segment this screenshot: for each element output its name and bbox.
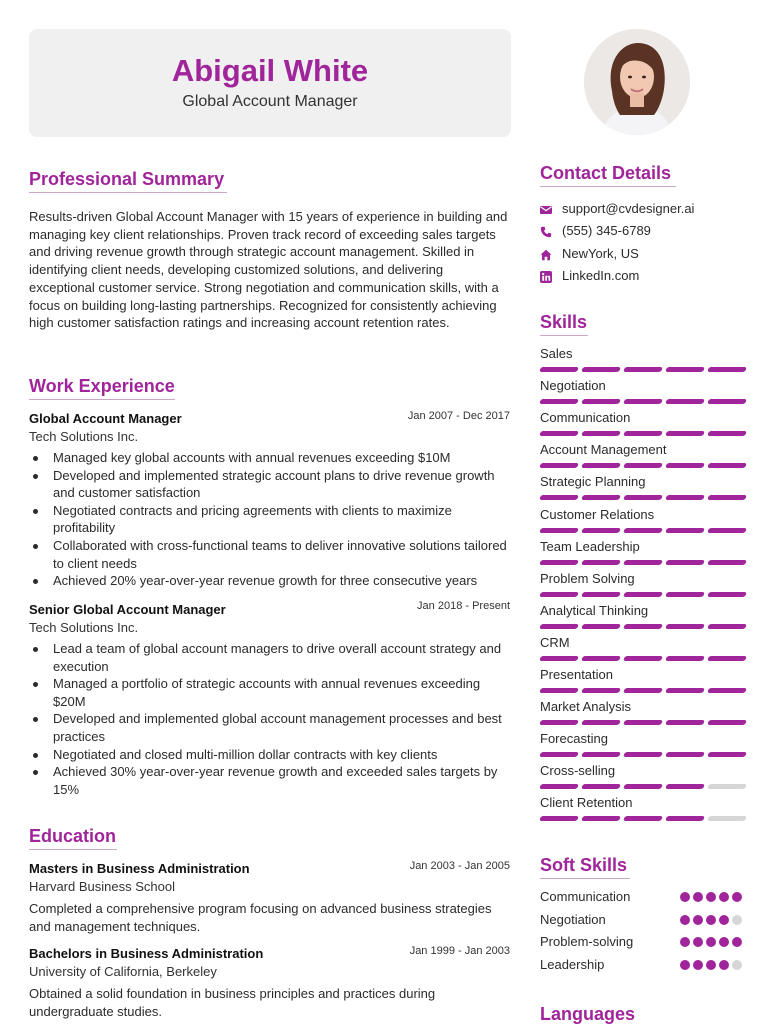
portrait-image [584,29,690,135]
skill-label: Strategic Planning [540,474,646,489]
degree-dates: Jan 2003 - Jan 2005 [409,860,510,872]
skill-level-segment [707,463,747,468]
linkedin-icon [540,270,552,282]
job-company: Tech Solutions Inc. [29,429,139,444]
skill-label: Account Management [540,442,667,457]
contact-phone[interactable] [540,222,651,239]
skill-level-bar [540,816,746,821]
skill-level-segment [623,495,663,500]
rating-dot [680,892,690,902]
skill-label: Analytical Thinking [540,603,649,618]
list-item: Collaborated with cross-functional teams to deliver innovative solutions tailored to client needs [29,537,513,572]
skill-level-segment [539,399,579,404]
rating-dot [719,960,729,970]
skill-level-segment [707,592,747,597]
languages-heading: Languages [540,1004,636,1024]
contact-divider [540,186,676,187]
skill-level-segment [581,688,621,693]
skill-level-segment [581,592,621,597]
list-item: Developed and implemented global account management processes and best practices [29,710,513,745]
skill-level-segment [665,560,705,565]
rating-dot [680,915,690,925]
skills-divider [540,335,588,336]
skill-level-bar [540,784,746,789]
skill-level-bar [540,688,746,693]
skill-level-segment [665,431,705,436]
phone-icon [540,225,552,237]
list-item: Achieved 20% year-over-year revenue growth for three consecutive years [29,572,513,590]
skill-label: Client Retention [540,795,633,810]
skill-label: Sales [540,346,573,361]
skill-level-segment [539,720,579,725]
job-bullets [29,640,513,798]
skill-level-segment [581,560,621,565]
skill-level-segment [581,624,621,629]
skill-level-segment [707,816,747,821]
degree-dates: Jan 1999 - Jan 2003 [409,945,510,957]
degree-description: Completed a comprehensive program focusing on advanced business strategies and management techniques. [29,901,492,934]
skill-level-segment [539,495,579,500]
skill-level-segment [665,528,705,533]
skill-level-segment [665,463,705,468]
list-item: Achieved 30% year-over-year revenue growth and exceeded sales targets by 15% [29,763,513,798]
skill-label: Customer Relations [540,507,655,522]
skill-level-segment [581,367,621,372]
skill-level-segment [623,656,663,661]
degree-title: Masters in Business Administration [29,861,250,876]
rating-dot [719,937,729,947]
skill-level-segment [539,688,579,693]
rating-dot [719,915,729,925]
skill-level-segment [665,367,705,372]
list-item: Lead a team of global account managers to drive overall account strategy and execution [29,640,513,675]
summary-text: Results-driven Global Account Manager with 15 years of experience in building and managing key client relationships. Proven track record of exceeding sales targets and driving revenue growth through strategic account management. Skilled in identifying client needs, developing customized solutions, and delivering exceptional customer service. Strong negotiation and communication skills, with a focus on building long-lasting partnerships. Recognized for consistently achieving high customer satisfaction ratings and increasing account retention rates. [29,209,508,331]
job-company: Tech Solutions Inc. [29,620,139,635]
skill-level-segment [707,431,747,436]
skill-level-segment [665,495,705,500]
skill-level-segment [707,528,747,533]
skill-level-segment [581,656,621,661]
skill-level-segment [581,720,621,725]
skill-level-segment [623,720,663,725]
skill-level-segment [707,367,747,372]
soft-skill-label: Leadership [540,957,605,972]
skill-level-segment [539,367,579,372]
skill-level-segment [665,720,705,725]
soft-skill-rating [680,915,742,925]
rating-dot [680,937,690,947]
contact-linkedin-text: LinkedIn.com [562,268,640,283]
skill-level-segment [539,592,579,597]
skill-level-segment [623,463,663,468]
skill-label: Forecasting [540,731,608,746]
skill-label: Problem Solving [540,571,635,586]
skill-level-segment [623,560,663,565]
skill-level-bar [540,624,746,629]
skill-level-segment [707,720,747,725]
job-title: Global Account Manager [29,411,182,426]
skill-label: Negotiation [540,378,606,393]
skill-level-bar [540,592,746,597]
soft-skill-label: Negotiation [540,912,606,927]
skill-level-segment [623,624,663,629]
rating-dot [732,892,742,902]
skill-level-segment [539,560,579,565]
candidate-name: Abigail White [171,53,369,88]
skill-label: CRM [540,635,570,650]
envelope-icon [540,203,552,215]
skill-level-segment [707,656,747,661]
skill-level-segment [539,528,579,533]
education-heading: Education [29,826,117,846]
skill-level-segment [665,592,705,597]
skill-level-bar [540,463,746,468]
skill-level-segment [539,463,579,468]
skill-level-segment [581,784,621,789]
rating-dot [732,937,742,947]
skill-level-segment [623,367,663,372]
contact-location [540,245,639,262]
skill-level-segment [707,495,747,500]
soft-skills-heading: Soft Skills [540,855,628,875]
skill-level-segment [707,399,747,404]
summary-heading: Professional Summary [29,169,225,189]
summary-divider [29,192,227,193]
skill-level-segment [665,656,705,661]
rating-dot [693,960,703,970]
skill-level-segment [623,752,663,757]
contact-email-text: support@cvdesigner.ai [562,201,695,216]
job-dates: Jan 2007 - Dec 2017 [407,410,510,422]
skill-label: Cross-selling [540,763,616,778]
contact-linkedin[interactable] [540,267,639,284]
skill-level-segment [581,752,621,757]
skill-level-segment [539,816,579,821]
rating-dot [706,892,716,902]
rating-dot [719,892,729,902]
skill-level-segment [707,784,747,789]
rating-dot [732,960,742,970]
skill-level-segment [623,399,663,404]
skill-level-segment [581,431,621,436]
soft-skill-rating [680,892,742,902]
skill-level-segment [707,624,747,629]
skill-level-bar [540,528,746,533]
skill-level-segment [707,560,747,565]
skill-level-segment [623,688,663,693]
contact-location-text: NewYork, US [562,246,639,261]
skill-label: Market Analysis [540,699,632,714]
soft-skill-rating [680,960,742,970]
skill-level-segment [539,624,579,629]
skill-level-segment [665,624,705,629]
skill-level-bar [540,752,746,757]
soft-skill-rating [680,937,742,947]
candidate-title: Global Account Manager [182,93,358,110]
skill-level-segment [539,431,579,436]
degree-title: Bachelors in Business Administration [29,946,264,961]
skill-level-segment [539,656,579,661]
experience-divider [29,399,175,400]
job-dates: Jan 2018 - Present [417,600,510,612]
education-divider [29,849,117,850]
list-item: Developed and implemented strategic account plans to drive revenue growth and customer satisfaction [29,467,513,502]
skill-level-bar [540,431,746,436]
contact-heading: Contact Details [540,163,672,183]
skills-heading: Skills [540,312,588,332]
school-name: University of California, Berkeley [29,964,217,979]
soft-skills-divider [540,878,630,879]
job-title: Senior Global Account Manager [29,602,226,617]
skill-level-segment [665,688,705,693]
contact-phone-text: (555) 345-6789 [562,223,651,238]
rating-dot [706,937,716,947]
skill-level-segment [623,816,663,821]
skill-level-segment [665,816,705,821]
skill-level-segment [665,399,705,404]
list-item: Managed key global accounts with annual revenues exceeding $10M [29,449,513,467]
skill-level-segment [581,528,621,533]
skill-level-bar [540,399,746,404]
home-icon [540,248,552,260]
skill-level-bar [540,560,746,565]
list-item: Managed a portfolio of strategic accounts with annual revenues exceeding $20M [29,675,513,710]
skill-label: Team Leadership [540,539,640,554]
skill-level-segment [623,592,663,597]
degree-description: Obtained a solid foundation in business principles and practices during undergraduate studies. [29,986,436,1019]
skill-level-bar [540,720,746,725]
skill-level-segment [581,463,621,468]
skill-level-segment [707,688,747,693]
skill-level-segment [581,399,621,404]
rating-dot [693,892,703,902]
list-item: Negotiated contracts and pricing agreements with clients to maximize profitability [29,502,513,537]
skill-level-bar [540,656,746,661]
rating-dot [693,937,703,947]
skill-level-segment [581,495,621,500]
skill-level-segment [581,816,621,821]
skill-level-bar [540,367,746,372]
contact-email[interactable] [540,200,694,217]
rating-dot [706,915,716,925]
experience-heading: Work Experience [29,376,175,396]
skill-level-segment [539,752,579,757]
skill-level-segment [539,784,579,789]
rating-dot [732,915,742,925]
skill-level-segment [623,528,663,533]
profile-photo [584,29,690,135]
skill-level-bar [540,495,746,500]
skill-level-segment [665,752,705,757]
rating-dot [693,915,703,925]
list-item: Negotiated and closed multi-million dollar contracts with key clients [29,746,513,764]
skill-label: Presentation [540,667,613,682]
skill-level-segment [665,784,705,789]
job-bullets [29,449,513,590]
school-name: Harvard Business School [29,879,175,894]
rating-dot [680,960,690,970]
rating-dot [706,960,716,970]
soft-skill-label: Communication [540,889,631,904]
skill-level-segment [707,752,747,757]
skill-label: Communication [540,410,631,425]
skill-level-segment [623,784,663,789]
soft-skill-label: Problem-solving [540,934,634,949]
skill-level-segment [623,431,663,436]
